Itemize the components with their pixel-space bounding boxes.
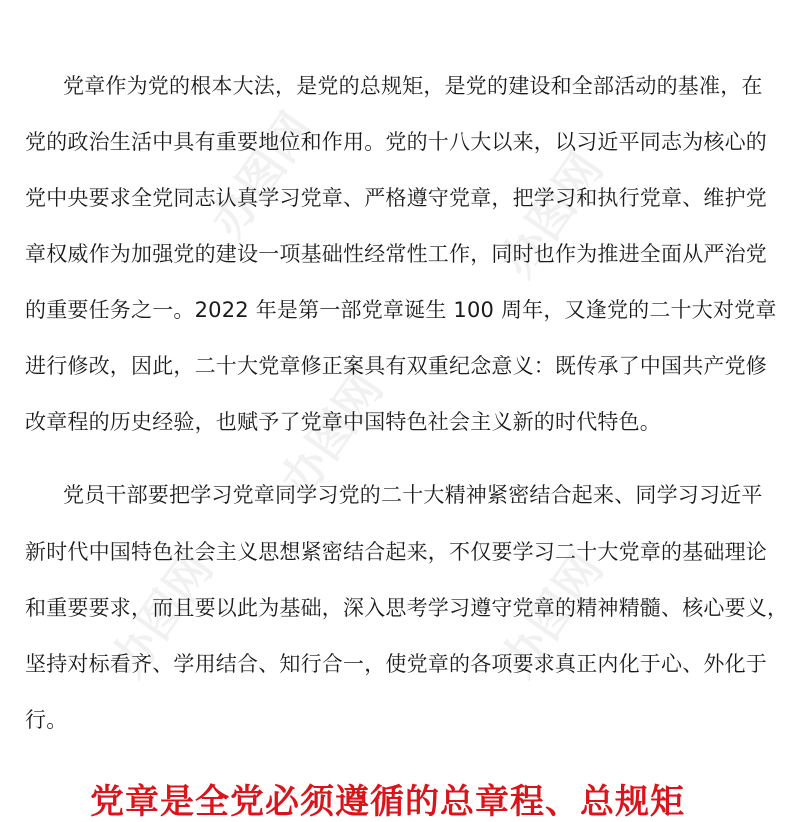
paragraph-line: 进行修改，因此，二十大党章修正案具有双重纪念意义：既传承了中国共产党修: [25, 354, 767, 378]
watermark-3: 办图网: [269, 362, 394, 507]
paragraph-line: 行。: [25, 708, 68, 732]
paragraph-line: 坚持对标看齐、学用结合、知行合一，使党章的各项要求真正内化于心、外化于: [25, 652, 767, 676]
paragraph-line: 的重要任务之一。2022 年是第一部党章诞生 100 周年，又逢党的二十大对党章: [25, 298, 777, 322]
section-heading: 党章是全党必须遵循的总章程、总规矩: [90, 782, 685, 822]
watermark-2: 办图网: [489, 142, 614, 287]
watermark-4: 办图网: [99, 542, 224, 687]
paragraph-line: 新时代中国特色社会主义思想紧密结合起来，不仅要学习二十大党章的基础理论: [25, 540, 767, 564]
paragraph-line: 党章作为党的根本大法，是党的总规矩，是党的建设和全部活动的基准，在: [63, 74, 763, 98]
watermark-5: 办图网: [489, 542, 614, 687]
paragraph-line: 和重要要求，而且要以此为基础，深入思考学习遵守党章的精神精髓、核心要义，: [25, 596, 789, 620]
paragraph-line: 改章程的历史经验，也赋予了党章中国特色社会主义新的时代特色。: [25, 410, 661, 434]
watermark-1: 办图网: [199, 102, 324, 247]
paragraph-line: 党中央要求全党同志认真学习党章、严格遵守党章，把学习和执行党章、维护党: [25, 186, 767, 210]
paragraph-line: 党的政治生活中具有重要地位和作用。党的十八大以来，以习近平同志为核心的: [25, 130, 767, 154]
paragraph-line: 党员干部要把学习党章同学习党的二十大精神紧密结合起来、同学习习近平: [63, 483, 763, 507]
paragraph-line: 章权威作为加强党的建设一项基础性经常性工作，同时也作为推进全面从严治党: [25, 242, 767, 266]
